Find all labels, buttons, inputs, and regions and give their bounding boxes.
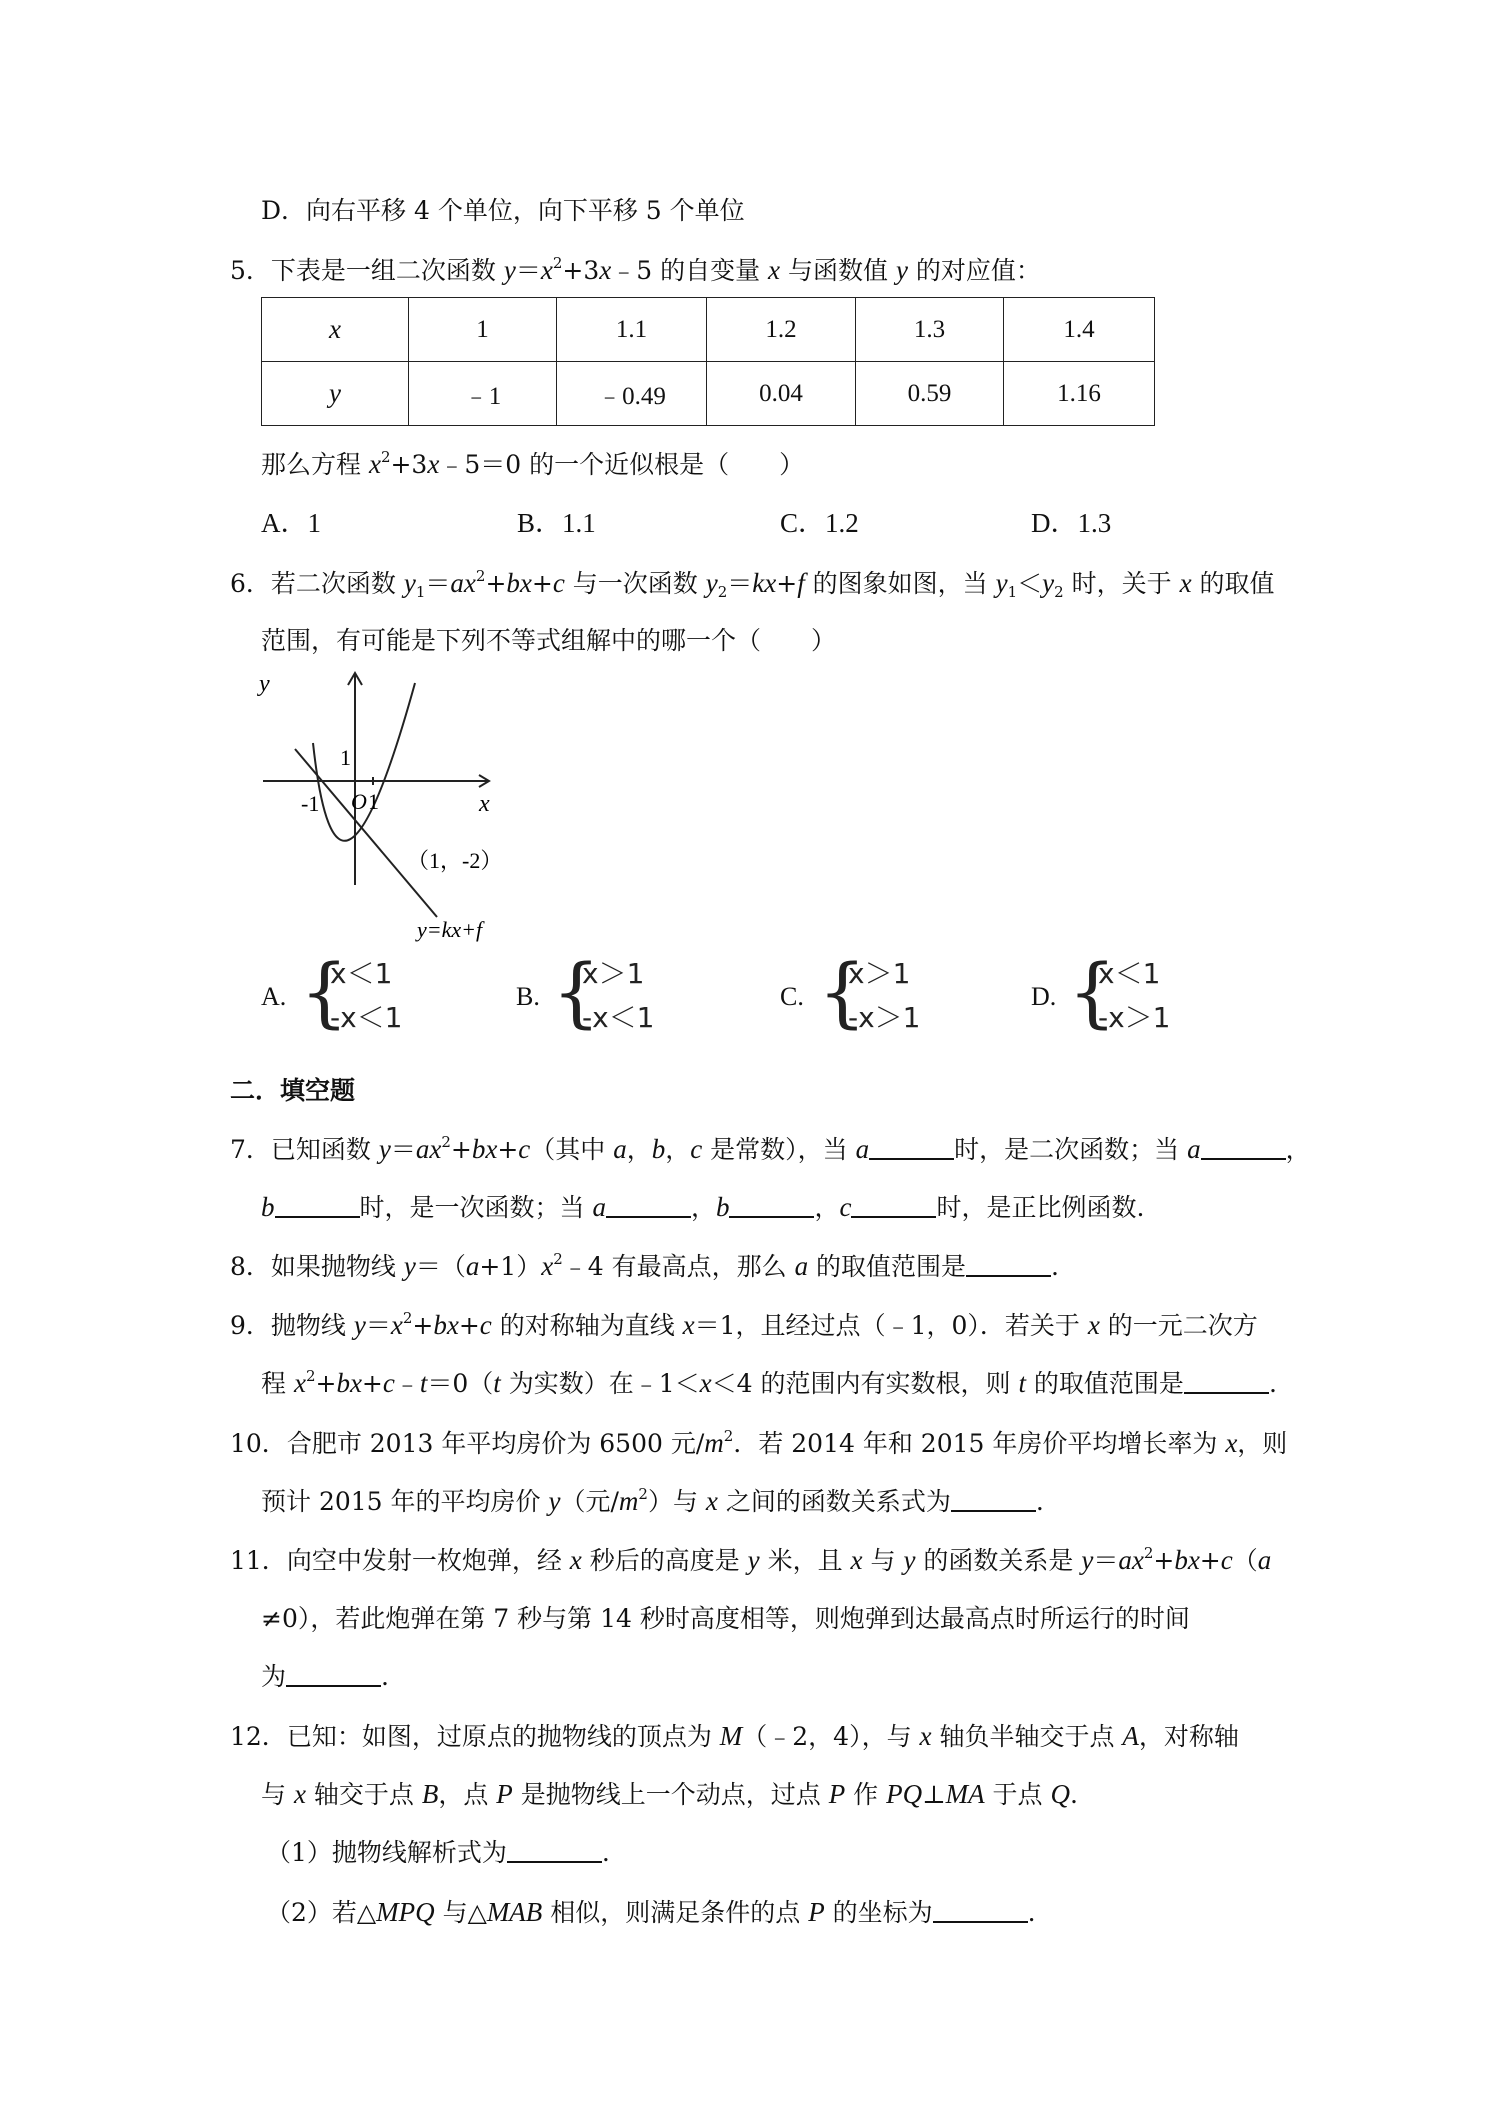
brace-icon: {: [300, 947, 349, 1036]
q4-option-d: D．向右平移 4 个单位，向下平移 5 个单位: [261, 196, 745, 225]
table-row-y: [262, 362, 1155, 426]
blank-field[interactable]: [1201, 1136, 1286, 1160]
table-cell: 1.2: [707, 298, 856, 362]
q5-option-b: B．1.1: [517, 508, 596, 538]
table-cell: 0.04: [707, 362, 856, 426]
brace-icon: {: [1068, 947, 1117, 1036]
q12-line2: 与 x 轴交于点 B，点 P 是抛物线上一个动点，过点 P 作 PQ⊥MA 于点 Q.: [261, 1779, 1078, 1809]
table-cell: ﹣1: [409, 362, 557, 426]
q12-line1: 12．已知：如图，过原点的抛物线的顶点为 M（﹣2，4），与 x 轴负半轴交于点 A，对称轴: [230, 1721, 1239, 1751]
q5-value-table: [261, 297, 1155, 426]
q8-line: 8．如果抛物线 $y=(a+1)x^2﹣4$ 有最高点，那么 a 的取值范围是 .: [230, 1250, 1059, 1281]
blank-field[interactable]: [729, 1194, 814, 1218]
blank-field[interactable]: [1184, 1370, 1269, 1394]
blank-field[interactable]: [275, 1194, 360, 1218]
q6-option-d-system: x＜1 -x＞1: [1098, 957, 1171, 1034]
q5-option-c: C．1.2: [780, 508, 859, 538]
q6-option-c-system: x＞1 -x＞1: [848, 957, 921, 1034]
x-axis-label: x: [479, 791, 490, 817]
q6-graph: [255, 665, 545, 955]
blank-field[interactable]: [606, 1194, 691, 1218]
blank-field[interactable]: [933, 1899, 1028, 1923]
q6-option-a-label: A.: [261, 982, 287, 1011]
point-label: （1，-2）: [407, 848, 503, 873]
brace-icon: {: [818, 947, 867, 1036]
q5-stem: 5．下表是一组二次函数 $y=x^2+3x﹣5$ 的自变量 x 与函数值 y 的对应值：: [230, 254, 1041, 285]
blank-field[interactable]: [507, 1839, 602, 1863]
q5-question: 那么方程 $x^2+3x﹣5=0$ 的一个近似根是（ ）: [261, 448, 805, 479]
line-y-kx-f: [295, 749, 437, 917]
table-row-x: [262, 298, 1155, 362]
q11-line2: ≠0），若此炮弹在第 7 秒与第 14 秒时高度相等，则炮弹到达最高点时所运行的时间: [261, 1604, 1190, 1633]
blank-field[interactable]: [966, 1253, 1051, 1277]
blank-field[interactable]: [951, 1488, 1036, 1512]
table-cell: 1.3: [856, 298, 1004, 362]
tick-label-neg-1: -1: [301, 791, 320, 816]
q6-option-b-label: B.: [516, 982, 540, 1011]
q11-line1: 11．向空中发射一枚炮弹，经 x 秒后的高度是 y 米，且 x 与 y 的函数关系是 $y=ax^2+bx+c(a$: [230, 1544, 1272, 1575]
table-cell: 1: [409, 298, 557, 362]
q12-sub1: （1）抛物线解析式为 .: [266, 1838, 610, 1867]
q9-line2: 程 $x^2+bx+c﹣t=0(t$ 为实数）在﹣1＜x＜4 的范围内有实数根，则 t 的取值范围是 .: [261, 1367, 1277, 1398]
y-axis-label: y: [259, 671, 270, 697]
q10-line1: 10．合肥市 2013 年平均房价为 6500 元$/m^2$．若 2014 年和 2015 年房价平均增长率为 x，则: [230, 1427, 1288, 1458]
q7-line2: b 时，是一次函数；当 a ，b ，c 时，是正比例函数.: [261, 1192, 1145, 1222]
q6-option-d-label: D.: [1031, 982, 1057, 1011]
table-cell: ﹣0.49: [557, 362, 707, 426]
tick-label-x-1: 1: [368, 789, 379, 814]
q6-option-b-system: x＞1 -x＜1: [582, 957, 655, 1034]
blank-field[interactable]: [869, 1136, 954, 1160]
table-cell: y: [262, 362, 409, 426]
origin-label: O: [351, 789, 367, 814]
table-cell: 1.1: [557, 298, 707, 362]
q6-option-a-system: x＜1 -x＜1: [330, 957, 403, 1034]
line-label: y=kx+f: [417, 917, 483, 942]
table-cell: x: [262, 298, 409, 362]
q5-option-d: D．1.3: [1031, 508, 1112, 538]
blank-field[interactable]: [286, 1663, 381, 1687]
q6-option-c-label: C.: [780, 982, 804, 1011]
table-cell: 1.4: [1004, 298, 1155, 362]
q6-stem-line2: 范围，有可能是下列不等式组解中的哪一个（ ）: [261, 626, 837, 655]
q5-option-a: A．1: [261, 508, 321, 538]
table-cell: 0.59: [856, 362, 1004, 426]
section-heading: 二．填空题: [230, 1076, 356, 1105]
q12-sub2: （2）若△MPQ 与△MAB 相似，则满足条件的点 P 的坐标为 .: [266, 1897, 1036, 1927]
table-cell: 1.16: [1004, 362, 1155, 426]
q11-line3: 为 .: [261, 1662, 389, 1691]
tick-label-y-1: 1: [340, 745, 351, 770]
parabola-curve: [313, 683, 415, 841]
q10-line2: 预计 2015 年的平均房价 y（元$/m^2$）与 x 之间的函数关系式为 .: [261, 1485, 1044, 1516]
brace-icon: {: [552, 947, 601, 1036]
q7-line1: 7．已知函数 $y=ax^2+bx+c$（其中 a，b，c 是常数），当 a 时，是二次函数；当 a ，: [230, 1133, 1311, 1164]
blank-field[interactable]: [851, 1194, 936, 1218]
q9-line1: 9．抛物线 $y=x^2+bx+c$ 的对称轴为直线 x＝1，且经过点（﹣1，0）．若关于 x 的一元二次方: [230, 1309, 1258, 1340]
q6-stem: 6．若二次函数 $y_1=ax^2+bx+c$ 与一次函数 $y_2=kx+f$ 的图象如图，当 $y_1<y_2$ 时，关于 x 的取值: [230, 567, 1275, 601]
